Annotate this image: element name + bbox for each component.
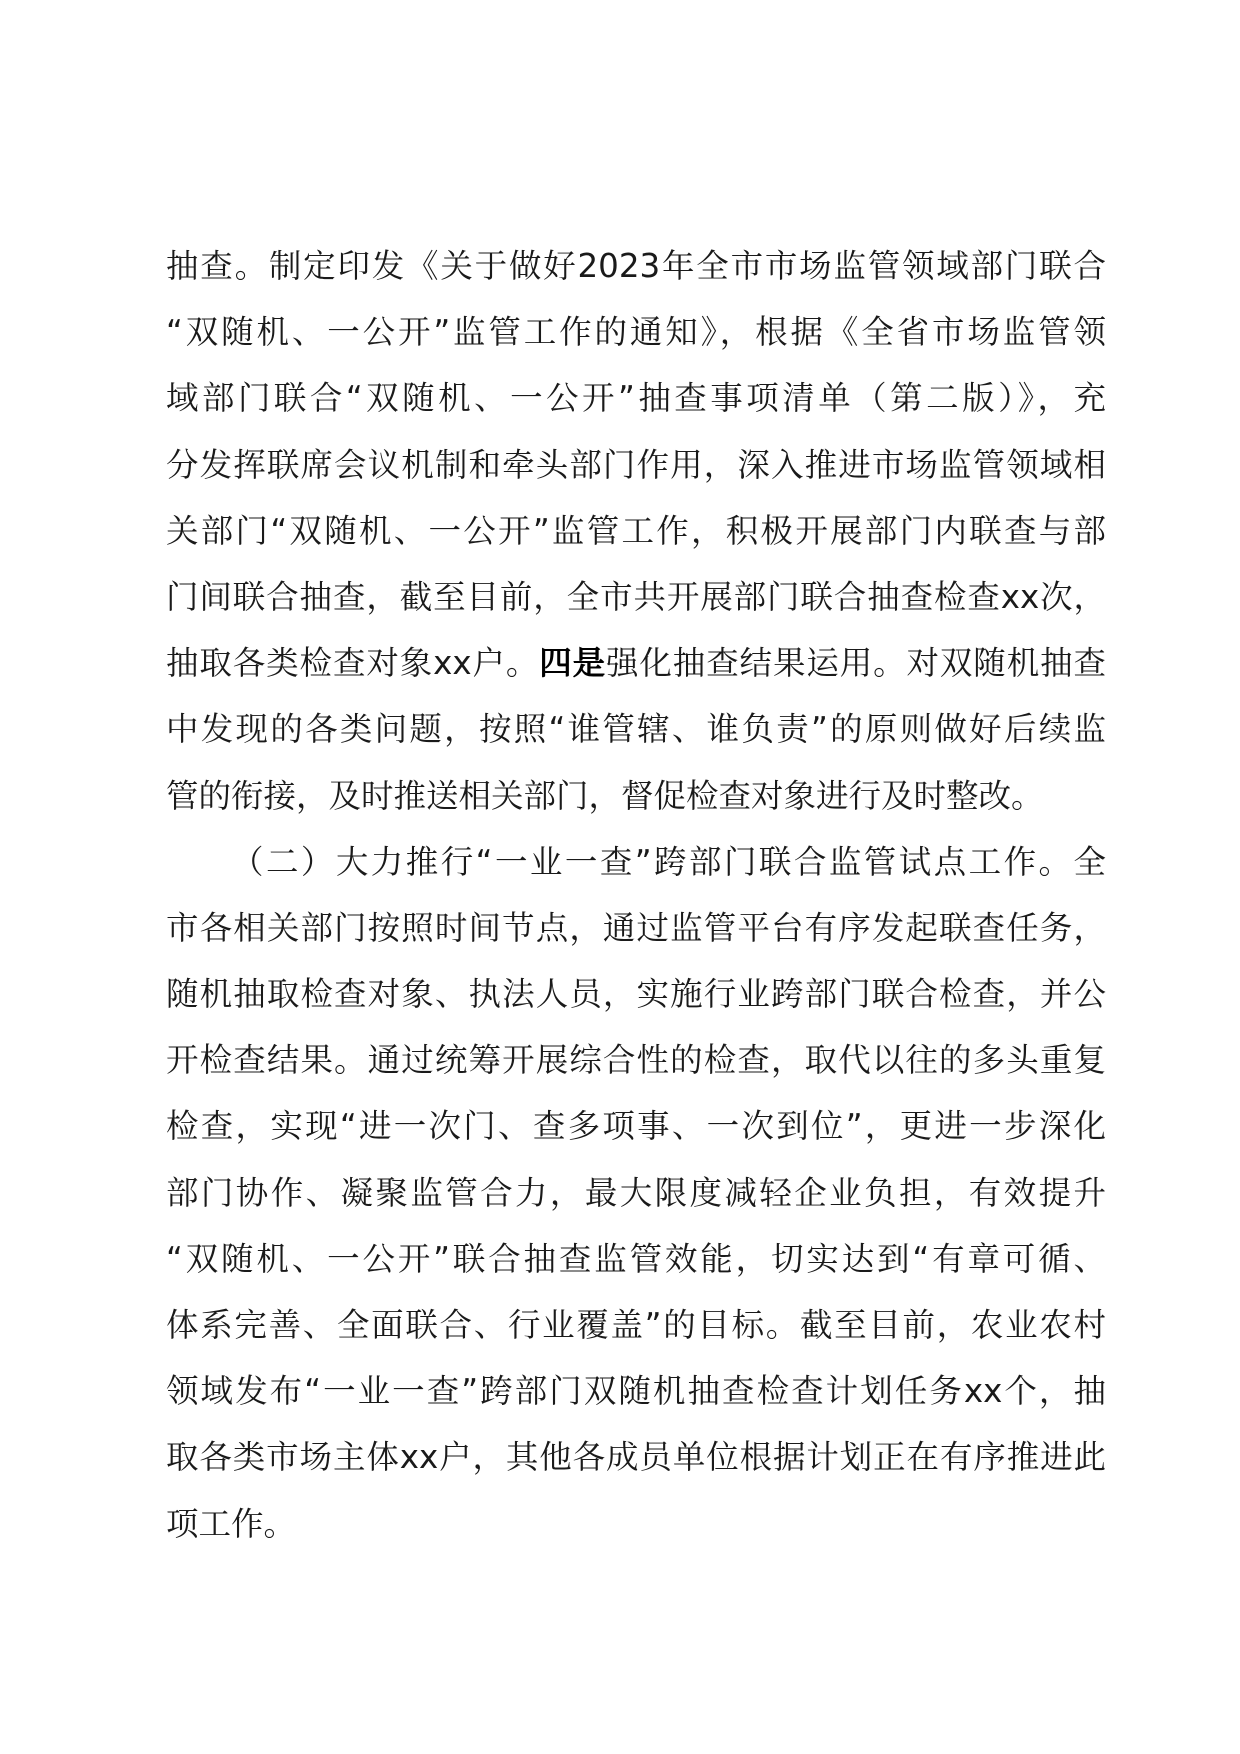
text-line — [166, 432, 1106, 498]
text-segment: 项工作。 — [166, 1504, 297, 1543]
text-segment: “双随机、一公开”监管工作的通知》，根据《全省市场监管领 — [166, 313, 1106, 352]
document-body — [166, 233, 1106, 1557]
text-segment: 体系完善、全面联合、行业覆盖”的目标。截至目前，农业农村 — [166, 1306, 1106, 1344]
text-segment: 分发挥联席会议机制和牵头部门作用，深入推进市场监管领域相 — [166, 445, 1106, 484]
text-line — [166, 1093, 1106, 1159]
text-line — [166, 829, 1106, 895]
text-segment: 门间联合抽查，截至目前，全市共开展部门联合抽查检查xx次， — [166, 577, 1106, 616]
text-segment: 部门协作、凝聚监管合力，最大限度减轻企业负担，有效提升 — [166, 1173, 1106, 1212]
text-segment: 检查，实现“进一次门、查多项事、一次到位”，更进一步深化 — [166, 1107, 1106, 1146]
text-segment: 关部门“双随机、一公开”监管工作，积极开展部门内联查与部 — [166, 511, 1106, 550]
text-line — [166, 1027, 1106, 1093]
text-line — [166, 895, 1106, 961]
text-segment: 随机抽取检查对象、执法人员，实施行业跨部门联合检查，并公 — [166, 975, 1106, 1014]
text-line — [166, 1292, 1106, 1358]
text-segment: 管的衔接，及时推送相关部门，督促检查对象进行及时整改。 — [166, 776, 1044, 815]
text-segment: 强化抽查结果运用。对双随机抽查 — [606, 644, 1106, 683]
text-line — [166, 299, 1106, 365]
text-line — [166, 1160, 1106, 1226]
text-segment: 领域发布“一业一查”跨部门双随机抽查检查计划任务xx个，抽 — [166, 1372, 1106, 1411]
text-segment: 取各类市场主体xx户，其他各成员单位根据计划正在有序推进此 — [166, 1438, 1106, 1477]
text-segment: 抽查。制定印发《关于做好2023年全市市场监管领域部门联合 — [166, 247, 1106, 285]
text-segment: “双随机、一公开”联合抽查监管效能，切实达到“有章可循、 — [166, 1239, 1106, 1278]
text-line — [166, 564, 1106, 630]
text-line — [166, 696, 1106, 762]
text-segment: 市各相关部门按照时间节点，通过监管平台有序发起联查任务， — [166, 908, 1106, 947]
text-segment: （二）大力推行“一业一查”跨部门联合监管试点工作。全 — [231, 842, 1106, 881]
text-line — [166, 498, 1106, 564]
text-line — [166, 1226, 1106, 1292]
text-line — [166, 1491, 1106, 1557]
text-segment: 域部门联合“双随机、一公开”抽查事项清单（第二版）》，充 — [166, 379, 1106, 418]
text-line — [166, 961, 1106, 1027]
text-segment: 抽取各类检查对象xx户。 — [166, 644, 540, 683]
text-segment: 开检查结果。通过统筹开展综合性的检查，取代以往的多头重复 — [166, 1041, 1106, 1080]
bold-lead-phrase: 四是 — [539, 644, 607, 683]
text-line — [166, 233, 1106, 299]
text-line — [166, 1424, 1106, 1490]
text-line — [166, 365, 1106, 431]
text-line — [166, 630, 1106, 696]
text-line — [166, 1358, 1106, 1424]
text-segment: 中发现的各类问题，按照“谁管辖、谁负责”的原则做好后续监 — [166, 710, 1106, 749]
text-line — [166, 763, 1106, 829]
